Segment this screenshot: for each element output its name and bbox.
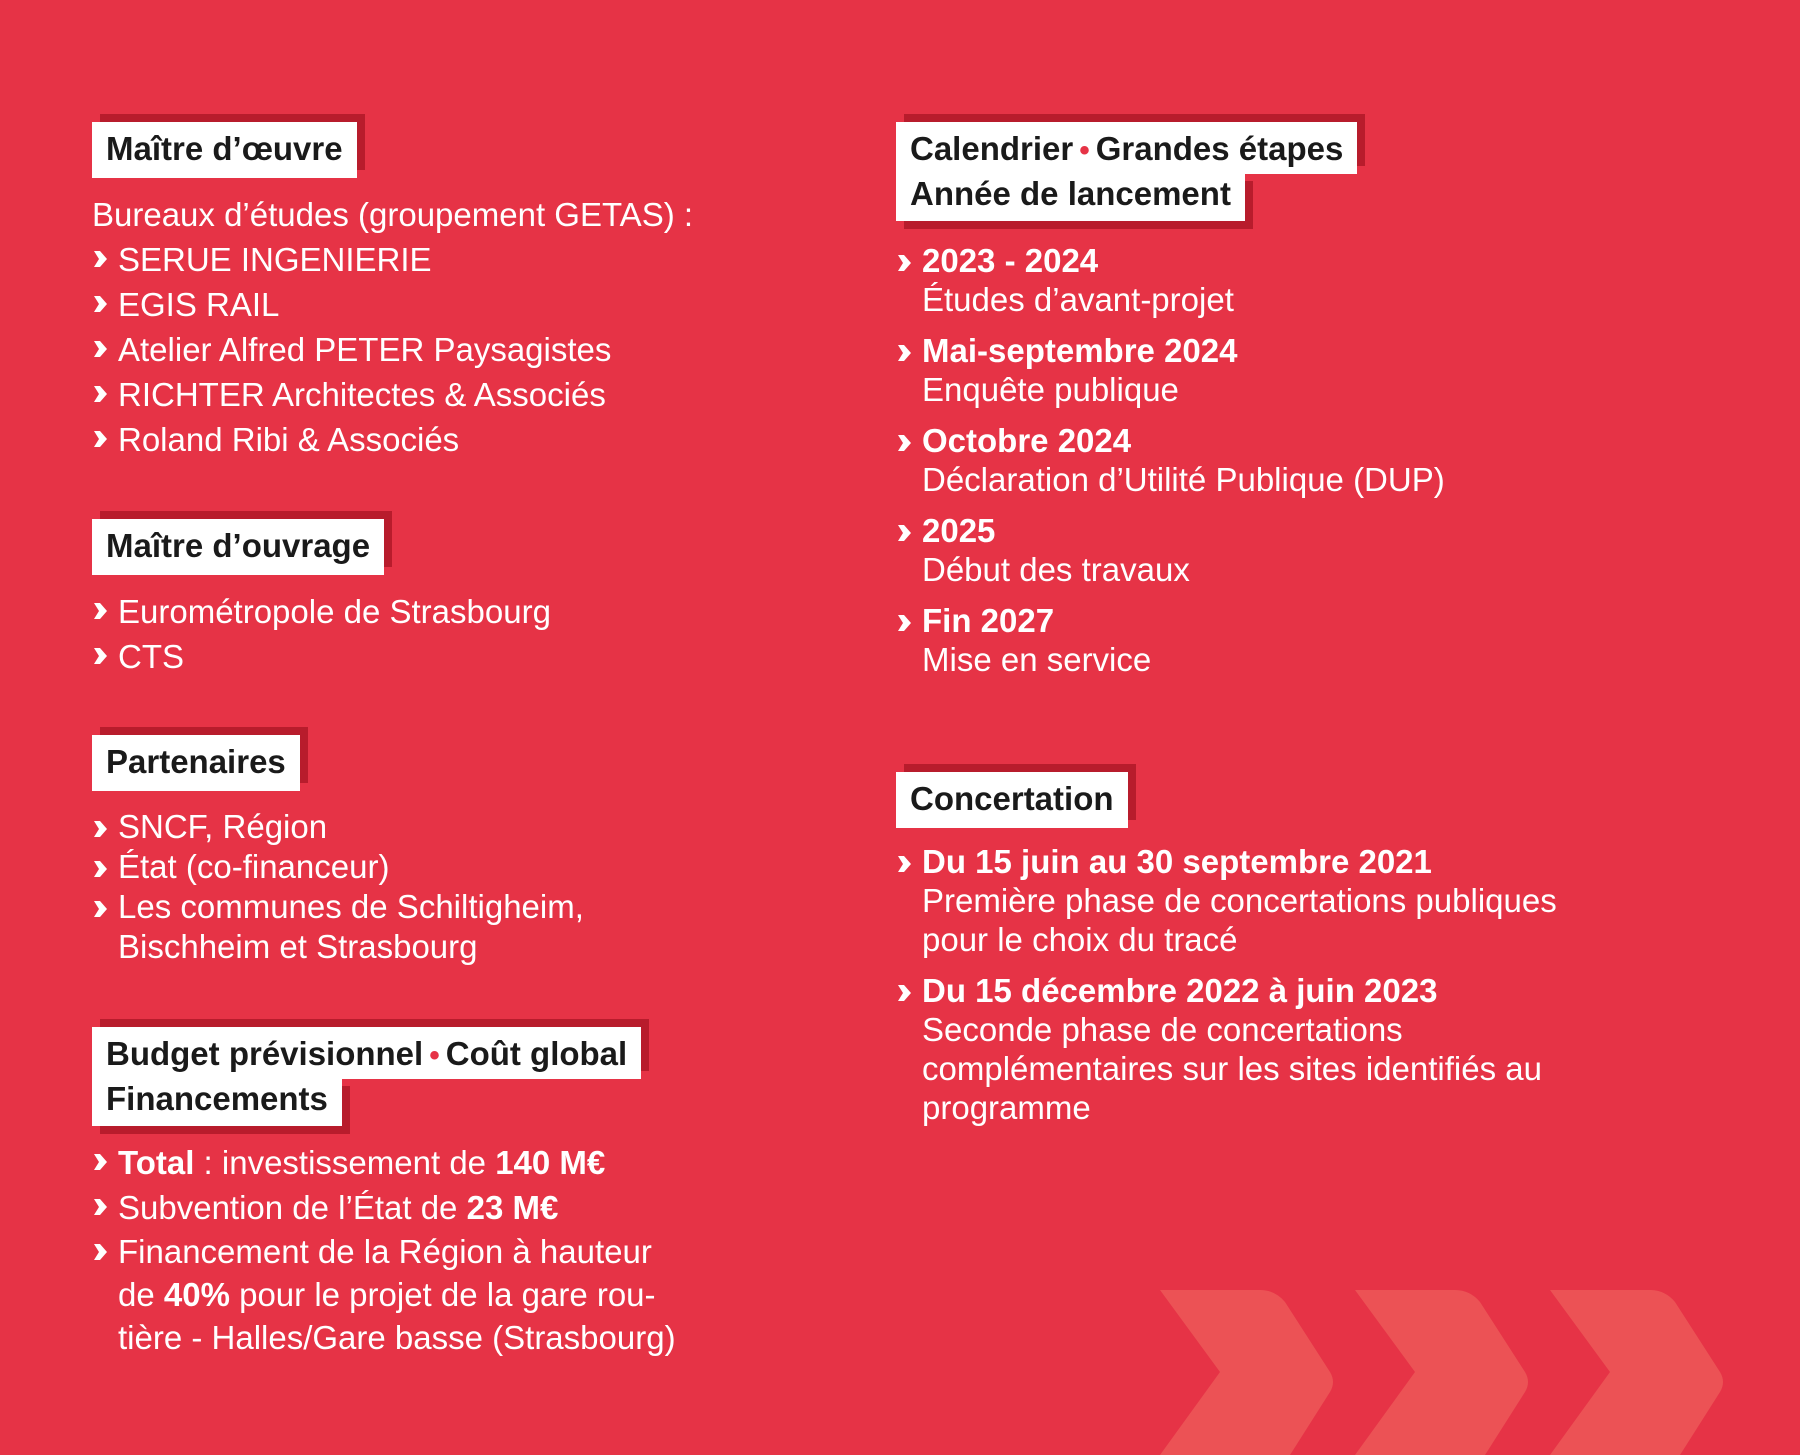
separator-dot: • bbox=[1079, 134, 1090, 167]
section-concertation bbox=[896, 772, 1557, 1139]
phase-desc-line: pour le choix du tracé bbox=[922, 921, 1238, 958]
total-label: Total bbox=[118, 1144, 195, 1181]
list-item bbox=[896, 421, 1445, 499]
item-label: Atelier Alfred PETER Paysagistes bbox=[118, 331, 612, 368]
chevron-shape-icon bbox=[1160, 1290, 1333, 1455]
list-item bbox=[92, 634, 551, 679]
list-item bbox=[92, 237, 693, 282]
heading-label: Maître d’œuvre bbox=[92, 122, 357, 178]
heading-partenaires bbox=[92, 735, 584, 791]
phase-desc-line: Première phase de concertations publiques bbox=[922, 882, 1557, 919]
step-title: 2025 bbox=[922, 512, 996, 549]
chevron-bullet-icon bbox=[92, 340, 108, 358]
item-label: SNCF, Région bbox=[118, 808, 328, 845]
list-item bbox=[92, 372, 693, 417]
item-label: Roland Ribi & Associés bbox=[118, 421, 460, 458]
chevron-bullet-icon bbox=[896, 614, 912, 632]
heading-line-1 bbox=[92, 1027, 641, 1079]
chevron-bullet-icon bbox=[92, 430, 108, 448]
step-desc: Déclaration d’Utilité Publique (DUP) bbox=[922, 461, 1445, 498]
step-title: Octobre 2024 bbox=[922, 422, 1132, 459]
step-title: Fin 2027 bbox=[922, 602, 1055, 639]
chevron-bullet-icon bbox=[896, 855, 912, 873]
item-label-continued: Bischheim et Strasbourg bbox=[118, 928, 478, 965]
region-line-2-value: 40% bbox=[163, 1276, 230, 1313]
chevron-bullet-icon bbox=[92, 1198, 108, 1216]
subvention-value: 23 M€ bbox=[466, 1189, 559, 1226]
chevron-bullet-icon bbox=[92, 602, 108, 620]
maitre-ouvrage-list bbox=[92, 589, 551, 679]
region-line-1: Financement de la Région à hauteur bbox=[118, 1233, 652, 1270]
phase-title: Du 15 décembre 2022 à juin 2023 bbox=[922, 972, 1438, 1009]
step-title: Mai-septembre 2024 bbox=[922, 332, 1238, 369]
step-desc: Études d’avant-projet bbox=[922, 281, 1234, 318]
heading-part1: Calendrier bbox=[910, 130, 1074, 167]
calendrier-list bbox=[896, 241, 1445, 679]
heading-maitre-ouvrage bbox=[92, 519, 551, 575]
chevron-bullet-icon bbox=[92, 250, 108, 268]
list-item bbox=[896, 241, 1445, 319]
budget-list bbox=[92, 1140, 676, 1359]
chevron-bullet-icon bbox=[92, 1153, 108, 1171]
total-value: 140 M€ bbox=[495, 1144, 606, 1181]
chevron-bullet-icon bbox=[896, 524, 912, 542]
chevron-shape-icon bbox=[1550, 1290, 1723, 1455]
heading-part2: Coût global bbox=[445, 1035, 628, 1072]
chevron-bullet-icon bbox=[92, 860, 108, 878]
separator-dot: • bbox=[429, 1039, 440, 1072]
section-partenaires bbox=[92, 735, 584, 967]
heading-label: Partenaires bbox=[92, 735, 300, 791]
section-maitre-oeuvre bbox=[92, 122, 693, 462]
heading-maitre-oeuvre bbox=[92, 122, 693, 178]
item-label: État (co-financeur) bbox=[118, 848, 390, 885]
chevron-bullet-icon bbox=[92, 385, 108, 403]
subvention-text: Subvention de l’État de bbox=[118, 1189, 467, 1226]
list-item bbox=[92, 1185, 676, 1230]
heading-line-2: Financements bbox=[92, 1078, 342, 1126]
chevron-bullet-icon bbox=[92, 295, 108, 313]
heading-label: Maître d’ouvrage bbox=[92, 519, 384, 575]
heading-concertation bbox=[896, 772, 1557, 828]
item-label: SERUE INGENIERIE bbox=[118, 241, 432, 278]
step-desc: Enquête publique bbox=[922, 371, 1179, 408]
step-desc: Début des travaux bbox=[922, 551, 1190, 588]
step-desc: Mise en service bbox=[922, 641, 1152, 678]
concertation-list bbox=[896, 842, 1557, 1127]
list-item bbox=[92, 282, 693, 327]
list-item bbox=[92, 847, 584, 887]
maitre-oeuvre-intro: Bureaux d’études (groupement GETAS) : bbox=[92, 196, 694, 233]
chevron-bullet-icon bbox=[896, 984, 912, 1002]
item-label: CTS bbox=[118, 638, 184, 675]
chevron-bullet-icon bbox=[92, 900, 108, 918]
phase-desc-line: Seconde phase de concertations bbox=[922, 1011, 1403, 1048]
item-label: Les communes de Schiltigheim, bbox=[118, 888, 584, 925]
heading-part1: Budget prévisionnel bbox=[106, 1035, 424, 1072]
section-budget bbox=[92, 1027, 676, 1359]
phase-desc-line: programme bbox=[922, 1089, 1091, 1126]
list-item bbox=[92, 1140, 676, 1185]
list-item bbox=[896, 971, 1557, 1127]
list-item bbox=[896, 331, 1445, 409]
chevron-bullet-icon bbox=[92, 647, 108, 665]
list-item bbox=[92, 589, 551, 634]
list-item bbox=[92, 417, 693, 462]
list-item bbox=[896, 511, 1445, 589]
heading-budget bbox=[92, 1027, 676, 1126]
heading-label: Concertation bbox=[896, 772, 1128, 828]
item-label: RICHTER Architectes & Associés bbox=[118, 376, 606, 413]
item-label: EGIS RAIL bbox=[118, 286, 280, 323]
region-line-2-prefix: de bbox=[118, 1276, 164, 1313]
list-item bbox=[896, 842, 1557, 959]
list-item bbox=[92, 1230, 676, 1359]
list-item bbox=[896, 601, 1445, 679]
chevron-bullet-icon bbox=[92, 1243, 108, 1261]
heading-line-1 bbox=[896, 122, 1357, 174]
total-text: : investissement de bbox=[194, 1144, 496, 1181]
list-item bbox=[92, 807, 584, 847]
heading-line-2: Année de lancement bbox=[896, 173, 1245, 221]
phase-title: Du 15 juin au 30 septembre 2021 bbox=[922, 843, 1432, 880]
heading-calendrier bbox=[896, 122, 1445, 221]
step-title: 2023 - 2024 bbox=[922, 242, 1099, 279]
phase-desc-line: complémentaires sur les sites identifiés au bbox=[922, 1050, 1542, 1087]
chevron-shape-icon bbox=[1355, 1290, 1528, 1455]
chevron-bullet-icon bbox=[896, 344, 912, 362]
region-line-2-suffix: pour le projet de la gare rou- bbox=[229, 1276, 656, 1313]
partenaires-list bbox=[92, 807, 584, 967]
chevron-bullet-icon bbox=[92, 820, 108, 838]
chevron-bullet-icon bbox=[896, 254, 912, 272]
section-maitre-ouvrage bbox=[92, 519, 551, 679]
section-calendrier bbox=[896, 122, 1445, 691]
list-item bbox=[92, 327, 693, 372]
maitre-oeuvre-list bbox=[92, 237, 693, 462]
region-line-3: tière - Halles/Gare basse (Strasbourg) bbox=[118, 1319, 676, 1356]
item-label: Eurométropole de Strasbourg bbox=[118, 593, 551, 630]
list-item bbox=[92, 887, 584, 967]
decorative-chevrons-icon bbox=[1150, 1290, 1800, 1455]
heading-part2: Grandes étapes bbox=[1095, 130, 1344, 167]
chevron-bullet-icon bbox=[896, 434, 912, 452]
